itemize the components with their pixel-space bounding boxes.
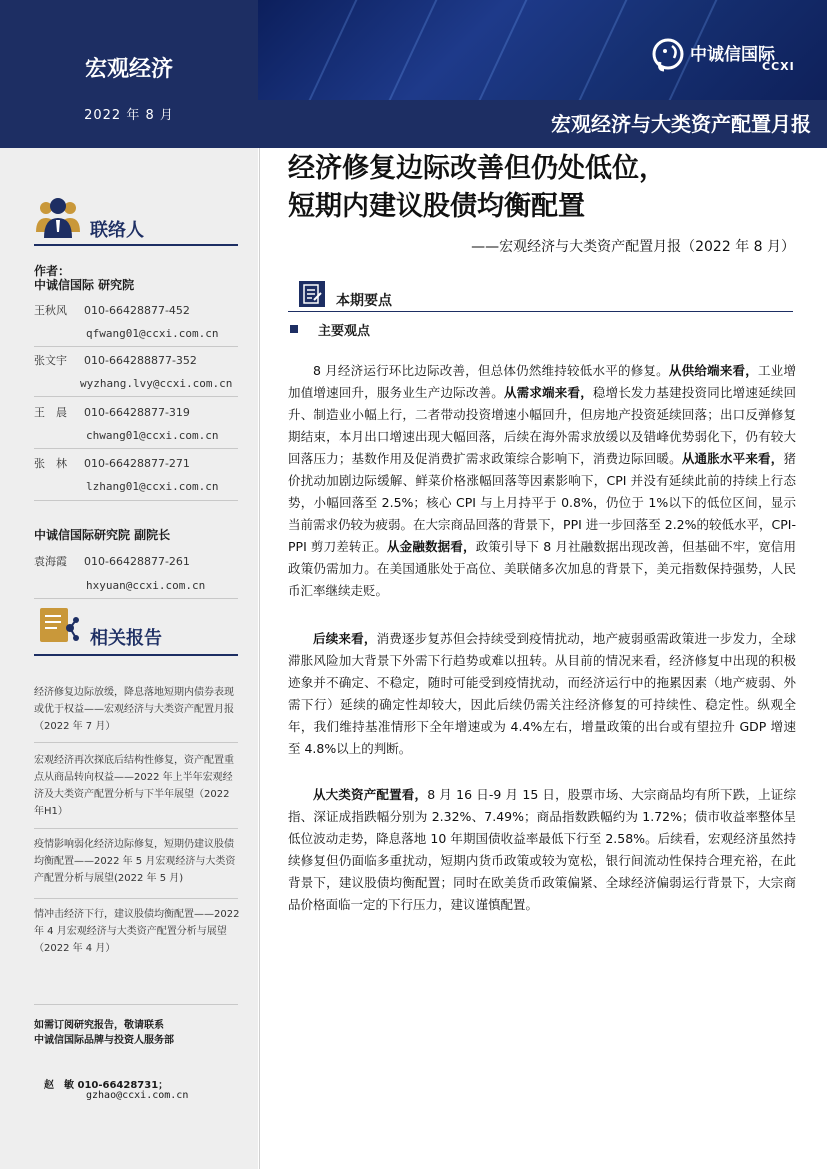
- subscription-notice: [34, 1018, 240, 1048]
- separator-line: [34, 828, 238, 829]
- separator-line: [34, 346, 238, 347]
- related-reports-heading: 相关报告: [90, 628, 162, 649]
- author-email[interactable]: lzhang01@ccxi.com.cn: [86, 480, 219, 493]
- summary-paragraph-outlook: 后续来看，消费逐步复苏但会持续受到疫情扰动，地产疲弱亟需政策进一步发力，全球滞胀风险加大背景下外需下行趋势或难以扭转。从目前的情况来看，经济修复中出现的积极迹象并不确定、不稳定，随时可能受到疫情扰动，而经济运行中的拖累因素（地产疲弱、外需下行）延续的确定性却较大，因此后续仍需关注经济修复的可持续性、稳定性。纵观全年，我们维持基准情形下全年增速或为 4.4%左右，增量政策的出台或有望拉升 GDP 增速至 4.8%以上的判断。: [288, 631, 796, 756]
- contacts-people-icon: [34, 194, 82, 240]
- separator-line: [34, 1004, 238, 1005]
- summary-paragraph-asset-allocation: 从大类资产配置看，8 月 16 日-9 月 15 日，股票市场、大宗商品均有所下跌，上证综指、深证成指跌幅分别为 2.32%、7.49%；商品指数跌幅约为 1.72%；债市收益率整体呈低位波动走势，降息落地 10 年期国债收益率最低下行至 2.58%。后续看，宏观经济虽然持续修复但仍面临多重扰动，短期内货币政策或较为宽松，银行间流动性保持合理充裕，在此背景下，建议股债均衡配置；同时在欧美货币政策偏紧、全球经济偏弱运行背景下，大宗商品价格面临一定的下行压力，建议谨慎配置。: [288, 787, 796, 912]
- contacts-rule: [34, 244, 238, 246]
- related-report-link[interactable]: 宏观经济再次探底后结构性修复，资产配置重点从商品转向权益——2022 年上半年宏观经济及大类资产配置分析与下半年展望（2022 年H1）: [34, 755, 234, 817]
- key-points-rule: [288, 311, 793, 312]
- separator-line: [34, 898, 238, 899]
- subscription-email[interactable]: gzhao@ccxi.com.cn: [86, 1090, 189, 1101]
- related-report-link[interactable]: 经济修复边际放缓，降息落地短期内债券表现或优于权益——宏观经济与大类资产配置月报（2022 年 7 月）: [34, 687, 234, 732]
- author-contact: [34, 404, 190, 420]
- key-points-icon: [298, 280, 326, 308]
- square-bullet-icon: [290, 325, 298, 333]
- author-email[interactable]: chwang01@ccxi.com.cn: [86, 429, 219, 442]
- author-name: 张文宇: [34, 354, 67, 367]
- author-label: 作者：: [34, 264, 71, 278]
- subscription-contact: 赵 敏 010-66428731；: [44, 1080, 169, 1091]
- author-email[interactable]: wyzhang.lvy@ccxi.com.cn: [80, 377, 233, 390]
- author-name: 王秋风: [34, 304, 67, 317]
- vice-president-title: 中诚信国际研究院 副院长: [34, 528, 171, 542]
- key-points-heading: 本期要点: [336, 293, 392, 309]
- author-contact: [34, 302, 190, 318]
- author-phone: 010-66428877-271: [84, 457, 190, 470]
- related-reports-rule: [34, 654, 238, 656]
- related-reports-icon: [38, 606, 80, 646]
- section-tag: 宏观经济: [84, 57, 173, 82]
- author-name: 张 林: [34, 457, 67, 470]
- author-contact: [34, 455, 190, 471]
- elephant-logo-icon: [648, 36, 688, 76]
- report-subtitle: ——宏观经济与大类资产配置月报（2022 年 8 月）: [471, 239, 795, 255]
- related-report-link[interactable]: 情冲击经济下行，建议股债均衡配置——2022 年 4 月宏观经济与大类资产配置分析与展望（2022 年 4 月）: [34, 909, 240, 954]
- separator-line: [34, 500, 238, 501]
- separator-line: [34, 598, 238, 599]
- title-line: 短期内建议股债均衡配置: [288, 191, 585, 222]
- author-name: 王 晨: [34, 406, 67, 419]
- contacts-heading: 联络人: [90, 220, 144, 241]
- subscription-line: 如需订阅研究报告，敬请联系: [34, 1020, 164, 1031]
- separator-line: [34, 448, 238, 449]
- author-phone: 010-66428877-452: [84, 304, 190, 317]
- author-contact: [34, 352, 197, 368]
- author-email[interactable]: qfwang01@ccxi.com.cn: [86, 327, 219, 340]
- logo-english-name: CCXI: [762, 60, 795, 73]
- related-report-link[interactable]: 疫情影响弱化经济边际修复，短期仍建议股债均衡配置——2022 年 5 月宏观经济与大类资产配置分析与展望(2022 年 5 月): [34, 839, 236, 884]
- report-date: 2022 年 8 月: [84, 108, 174, 123]
- report-series-title: 宏观经济与大类资产配置月报: [551, 112, 811, 136]
- summary-paragraph-economy: 8 月经济运行环比边际改善，但总体仍然维持较低水平的修复。从供给端来看，工业增加值增速回升，服务业生产边际改善。从需求端来看，稳增长发力基建投资同比增速延续回升、制造业小幅上行，二者带动投资增速小幅回升，但房地产投资延续回落；出口反弹修复期结束，本月出口增速出现大幅回落，后续在海外需求放缓以及错峰优势弱化下，仍有较大回落压力；基数作用及促消费扩需求政策综合影响下，消费边际回暖。从通胀水平来看，猪价扰动加剧边际缓解、鲜菜价格涨幅回落等因素影响下，CPI 并没有延续此前的持续上行态势，小幅回落至 2.5%；核心 CPI 与上月持平于 0.8%，仍位于 1%以下的低位区间，显示当前需求仍较为疲弱。在大宗商品回落的背景下，PPI 进一步回落至 2.2%的较低水平，CPI-PPI 剪刀差转正。从金融数据看，政策引导下 8 月社融数据出现改善，但基础不牢，宽信用政策仍需加力。在美国通胀处于高位、美联储多次加息的背景下，美元指数保持强势，人民币汇率继续走贬。: [288, 363, 796, 598]
- author-org: 中诚信国际 研究院: [34, 278, 135, 292]
- author-phone: 010-66428877-319: [84, 406, 190, 419]
- title-line: 经济修复边际改善但仍处低位，: [288, 153, 666, 184]
- sidebar-divider: [259, 148, 260, 1169]
- vp-name: 袁海霞: [34, 555, 67, 568]
- separator-line: [34, 396, 238, 397]
- author-phone: 010-664288877-352: [84, 354, 197, 367]
- vp-contact: [34, 553, 190, 569]
- subscription-department: 中诚信国际品牌与投资人服务部: [34, 1035, 174, 1046]
- logo-chinese-name: 中诚信国际: [690, 45, 775, 65]
- main-view-heading: 主要观点: [318, 324, 371, 339]
- ccxi-logo: [648, 36, 818, 76]
- report-title: [288, 150, 666, 226]
- vp-phone: 010-66428877-261: [84, 555, 190, 568]
- vp-email[interactable]: hxyuan@ccxi.com.cn: [86, 579, 206, 592]
- separator-line: [34, 742, 238, 743]
